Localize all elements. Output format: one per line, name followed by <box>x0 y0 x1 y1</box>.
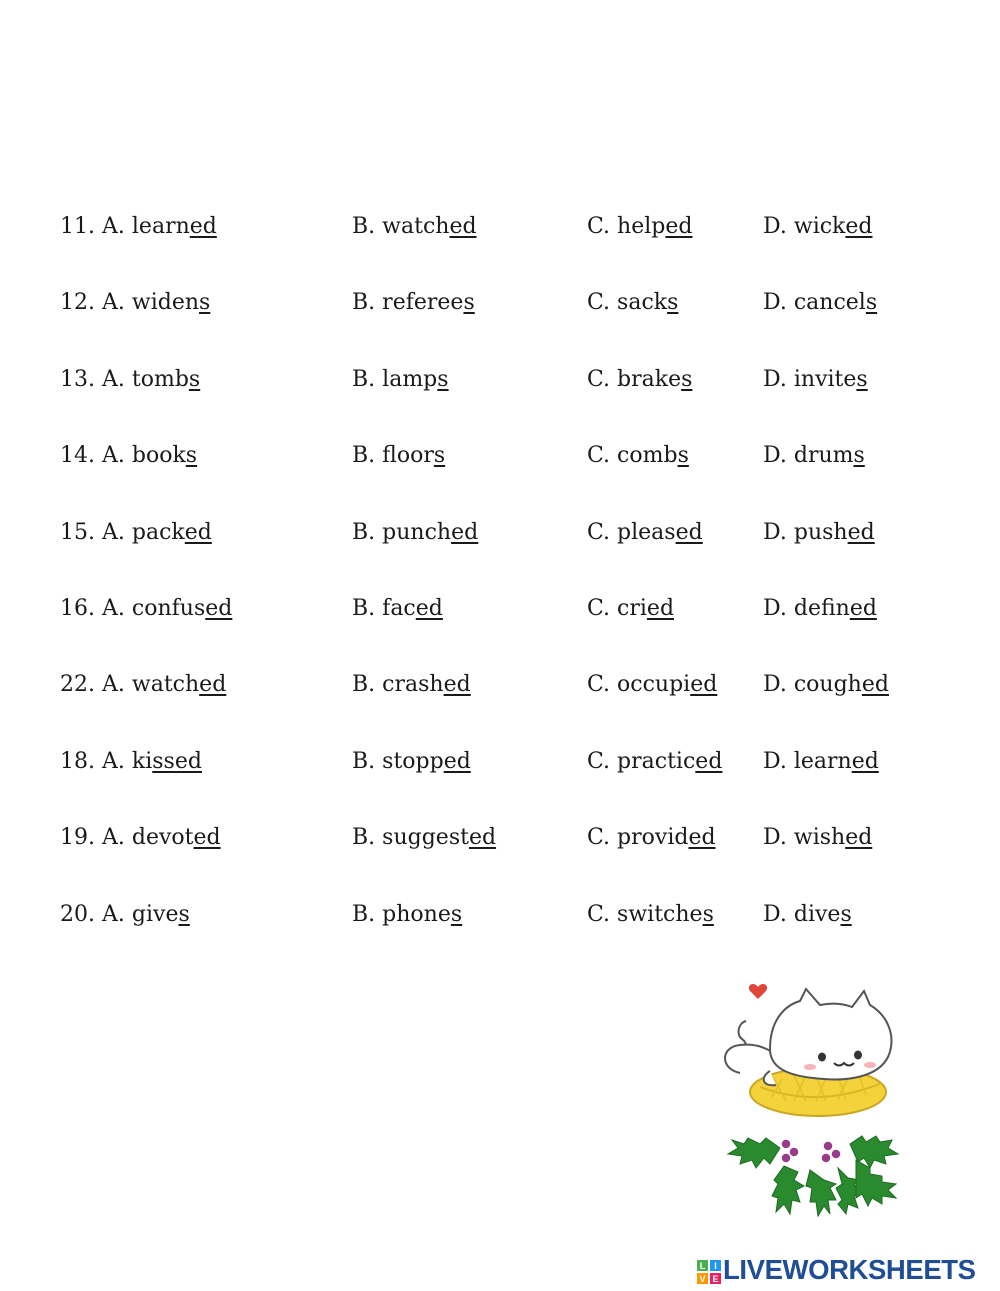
option-underlined-ending: ed <box>847 519 875 545</box>
option-underlined-ending: s <box>450 901 463 927</box>
option-underlined-ending: ed <box>189 214 217 239</box>
option-letter: D. <box>763 901 787 927</box>
holly-berries-icon <box>720 1122 910 1227</box>
option-c <box>587 283 678 323</box>
option-d <box>763 436 865 476</box>
option-letter: A. <box>102 519 125 545</box>
option-underlined-ending: s <box>681 366 693 392</box>
option-a <box>60 283 210 323</box>
option-word-stem: pleas <box>617 519 676 545</box>
option-underlined-ending: s <box>185 443 198 469</box>
option-underlined-ending: ed <box>205 596 233 621</box>
option-word-stem: sack <box>617 290 668 316</box>
logo-letter-l: L <box>699 1261 706 1271</box>
question-row <box>0 360 1000 400</box>
option-a <box>60 818 221 858</box>
option-word-stem: crash <box>382 672 444 698</box>
option-letter: A. <box>102 366 125 392</box>
option-word-stem: occupi <box>617 672 691 698</box>
option-letter: B. <box>352 214 376 239</box>
option-b <box>352 818 496 858</box>
option-letter: B. <box>352 290 376 316</box>
option-d <box>763 665 889 705</box>
option-d <box>763 895 852 935</box>
option-letter: C. <box>587 366 611 392</box>
option-c <box>587 895 714 935</box>
option-underlined-ending: s <box>433 443 446 469</box>
option-a <box>60 665 226 705</box>
option-underlined-ending: ed <box>845 214 873 239</box>
option-word-stem: brake <box>617 366 682 392</box>
option-word-stem: cancel <box>793 290 866 316</box>
question-number: 12. <box>60 290 95 316</box>
option-letter: D. <box>763 366 787 392</box>
option-letter: A. <box>102 214 125 239</box>
option-word-stem: dive <box>793 901 841 927</box>
option-a <box>60 742 202 782</box>
question-row <box>0 818 1000 858</box>
option-d <box>763 283 877 323</box>
option-letter: D. <box>763 596 787 621</box>
option-word-stem: comb <box>617 443 678 469</box>
option-letter: D. <box>763 825 787 851</box>
option-word-stem: wick <box>793 214 846 239</box>
option-letter: A. <box>102 825 125 851</box>
option-word-stem: wish <box>793 825 846 851</box>
option-underlined-ending: ed <box>861 672 889 698</box>
option-underlined-ending: ed <box>415 596 443 621</box>
logo-letter-e: E <box>712 1274 719 1284</box>
option-c <box>587 742 722 782</box>
option-word-stem: ki <box>131 748 153 774</box>
option-c <box>587 207 692 247</box>
option-underlined-ending: ed <box>695 748 723 774</box>
option-underlined-ending: s <box>437 366 449 392</box>
question-number: 13. <box>60 366 95 392</box>
option-underlined-ending: s <box>463 290 475 316</box>
option-letter: B. <box>352 519 376 545</box>
question-number: 19. <box>60 825 95 851</box>
option-underlined-ending: s <box>667 290 679 316</box>
option-a <box>60 895 190 935</box>
option-letter: A. <box>102 290 125 316</box>
option-letter: D. <box>763 672 787 698</box>
option-underlined-ending: ed <box>184 519 212 545</box>
option-letter: D. <box>763 748 787 774</box>
option-letter: C. <box>587 519 611 545</box>
option-letter: C. <box>587 290 611 316</box>
option-word-stem: phone <box>382 901 451 927</box>
option-b <box>352 436 445 476</box>
option-d <box>763 207 873 247</box>
option-a <box>60 207 217 247</box>
option-word-stem: devot <box>131 825 194 851</box>
option-word-stem: invite <box>793 366 857 392</box>
option-c <box>587 665 717 705</box>
question-row <box>0 589 1000 629</box>
option-c <box>587 818 716 858</box>
option-word-stem: cough <box>793 672 862 698</box>
option-letter: A. <box>102 596 125 621</box>
option-underlined-ending: s <box>702 901 714 927</box>
option-b <box>352 895 462 935</box>
option-letter: C. <box>587 748 611 774</box>
option-letter: B. <box>352 825 376 851</box>
option-letter: D. <box>763 519 787 545</box>
option-underlined-ending: ed <box>851 748 879 774</box>
option-letter: C. <box>587 443 611 469</box>
option-underlined-ending: ed <box>449 214 477 239</box>
option-c <box>587 513 703 553</box>
option-b <box>352 665 471 705</box>
option-word-stem: help <box>617 214 666 239</box>
option-a <box>60 360 200 400</box>
option-underlined-ending: ed <box>690 672 718 698</box>
option-letter: C. <box>587 901 611 927</box>
option-underlined-ending: ed <box>688 825 716 851</box>
option-underlined-ending: ed <box>845 825 873 851</box>
option-underlined-ending: s <box>677 443 689 469</box>
option-letter: A. <box>102 443 125 469</box>
option-letter: B. <box>352 901 376 927</box>
option-a <box>60 513 212 553</box>
option-underlined-ending: ed <box>675 519 703 545</box>
option-word-stem: watch <box>382 214 450 239</box>
option-underlined-ending: ed <box>646 596 675 621</box>
liveworksheets-logo <box>697 1252 997 1288</box>
question-number: 22. <box>60 672 95 698</box>
option-underlined-ending: ed <box>665 214 693 239</box>
option-word-stem: push <box>793 519 848 545</box>
option-underlined-ending: ed <box>849 596 877 621</box>
option-letter: C. <box>587 214 611 239</box>
option-underlined-ending: ed <box>443 748 471 774</box>
option-underlined-ending: ed <box>468 825 497 851</box>
option-underlined-ending: s <box>199 290 211 316</box>
option-word-stem: practic <box>617 748 696 774</box>
option-letter: A. <box>102 748 125 774</box>
question-row <box>0 665 1000 705</box>
option-letter: A. <box>102 901 125 927</box>
option-word-stem: switche <box>617 901 703 927</box>
logo-letter-v: V <box>699 1274 706 1284</box>
option-underlined-ending: ed <box>451 519 479 545</box>
option-b <box>352 207 477 247</box>
option-d <box>763 513 875 553</box>
option-word-stem: defin <box>793 596 850 621</box>
question-number: 15. <box>60 519 95 545</box>
logo-wordmark: LIVEWORKSHEETS <box>723 1254 976 1285</box>
question-number: 16. <box>60 596 95 621</box>
option-letter: B. <box>352 443 376 469</box>
option-word-stem: drum <box>793 443 854 469</box>
option-letter: A. <box>102 672 125 698</box>
option-underlined-ending: s <box>865 290 878 316</box>
option-letter: C. <box>587 825 611 851</box>
option-word-stem: learn <box>131 214 190 239</box>
option-letter: D. <box>763 290 787 316</box>
option-d <box>763 360 868 400</box>
option-b <box>352 513 478 553</box>
option-word-stem: tomb <box>131 366 189 392</box>
question-row <box>0 742 1000 782</box>
option-word-stem: suggest <box>382 825 469 851</box>
option-word-stem: widen <box>131 290 200 316</box>
option-underlined-ending: s <box>840 901 852 927</box>
option-word-stem: pack <box>131 519 185 545</box>
option-word-stem: book <box>131 443 186 469</box>
option-word-stem: referee <box>382 290 464 316</box>
option-a <box>60 436 197 476</box>
option-letter: D. <box>763 214 787 239</box>
option-c <box>587 436 689 476</box>
cat-on-cushion-icon <box>710 975 900 1125</box>
option-d <box>763 742 879 782</box>
question-row <box>0 513 1000 553</box>
option-underlined-ending: s <box>178 901 190 927</box>
option-b <box>352 742 471 782</box>
option-letter: B. <box>352 596 376 621</box>
option-word-stem: stopp <box>382 748 444 774</box>
option-word-stem: fac <box>382 596 416 621</box>
option-word-stem: provid <box>617 825 689 851</box>
option-word-stem: learn <box>793 748 852 774</box>
option-underlined-ending: s <box>853 443 865 469</box>
option-word-stem: lamp <box>382 366 438 392</box>
option-c <box>587 360 692 400</box>
option-d <box>763 818 872 858</box>
option-letter: D. <box>763 443 787 469</box>
logo-blocks-icon <box>697 1260 721 1284</box>
question-row <box>0 207 1000 247</box>
option-letter: B. <box>352 366 376 392</box>
question-number: 18. <box>60 748 95 774</box>
question-number: 20. <box>60 901 95 927</box>
question-number: 14. <box>60 443 95 469</box>
option-letter: C. <box>587 672 611 698</box>
option-underlined-ending: ed <box>193 825 221 851</box>
option-c <box>587 589 674 629</box>
question-row <box>0 895 1000 935</box>
option-b <box>352 360 449 400</box>
question-row <box>0 436 1000 476</box>
option-word-stem: punch <box>382 519 452 545</box>
logo-letter-i: I <box>714 1261 717 1271</box>
option-word-stem: floor <box>382 443 434 469</box>
option-letter: B. <box>352 672 376 698</box>
option-letter: C. <box>587 596 611 621</box>
option-underlined-ending: s <box>188 366 201 392</box>
option-a <box>60 589 232 629</box>
option-underlined-ending: ssed <box>152 748 202 774</box>
option-word-stem: cri <box>617 596 647 621</box>
question-row <box>0 283 1000 323</box>
option-underlined-ending: s <box>856 366 868 392</box>
option-word-stem: give <box>131 901 179 927</box>
option-underlined-ending: ed <box>199 672 227 698</box>
option-letter: B. <box>352 748 376 774</box>
option-d <box>763 589 877 629</box>
option-underlined-ending: ed <box>443 672 471 698</box>
question-number: 11. <box>60 214 95 239</box>
option-b <box>352 283 475 323</box>
option-word-stem: watch <box>131 672 200 698</box>
option-b <box>352 589 443 629</box>
option-word-stem: confus <box>131 596 206 621</box>
